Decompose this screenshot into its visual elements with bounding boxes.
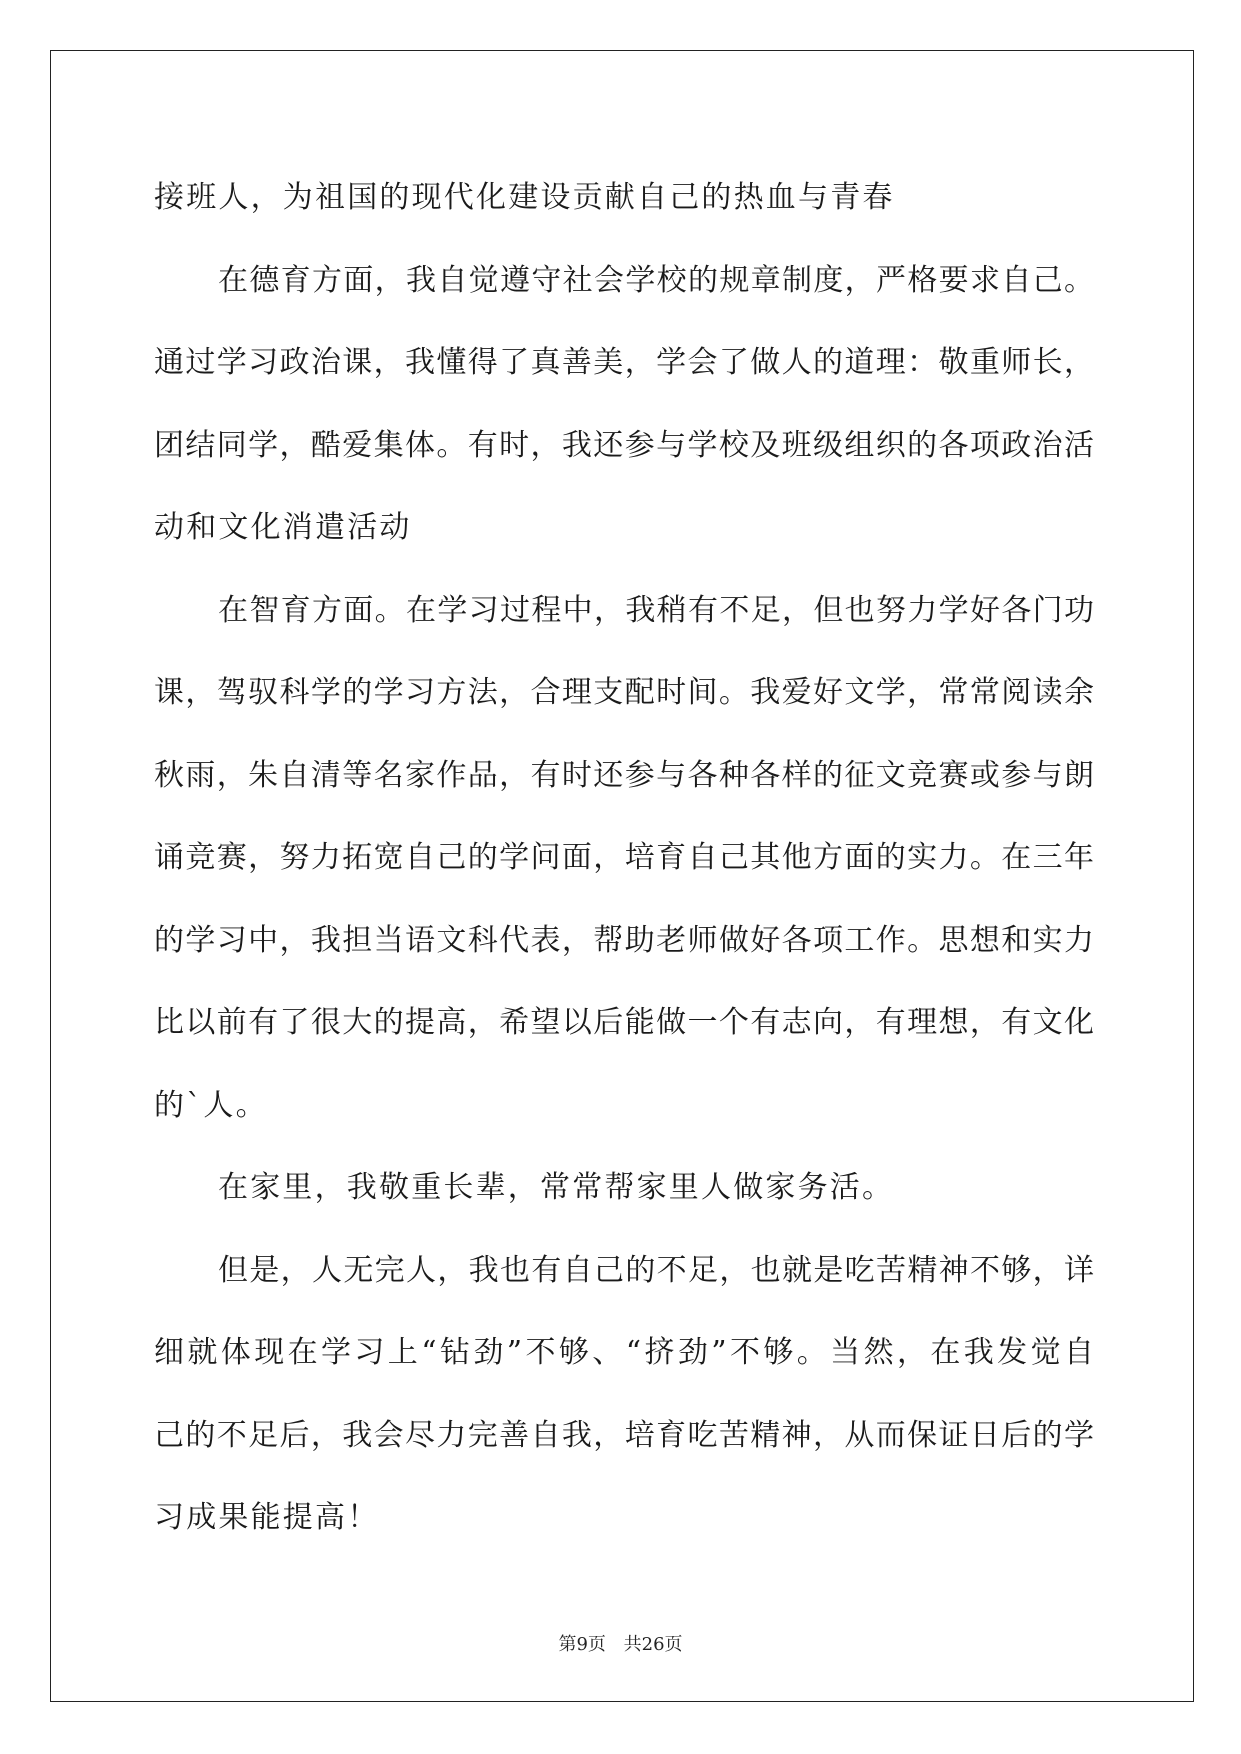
document-body bbox=[154, 157, 1094, 1560]
text-line: 课，驾驭科学的学习方法，合理支配时间。我爱好文学，常常阅读余 bbox=[154, 675, 1094, 710]
text-line: 的`人。 bbox=[154, 1087, 268, 1123]
text-line: 团结同学，酷爱集体。有时，我还参与学校及班级组织的各项政治活 bbox=[154, 427, 1094, 463]
text-line: 在智育方面。在学习过程中，我稍有不足，但也努力学好各门功 bbox=[218, 592, 1094, 628]
text-line: 动和文化消遣活动 bbox=[154, 510, 412, 545]
text-line: 在德育方面，我自觉遵守社会学校的规章制度，严格要求自己。 bbox=[218, 262, 1094, 298]
text-line: 秋雨，朱自清等名家作品，有时还参与各种各样的征文竞赛或参与朗 bbox=[154, 757, 1094, 793]
text-line: 但是，人无完人，我也有自己的不足，也就是吃苦精神不够，详 bbox=[218, 1252, 1094, 1288]
text-line: 习成果能提高！ bbox=[154, 1500, 380, 1535]
text-line: 通过学习政治课，我懂得了真善美，学会了做人的道理：敬重师长， bbox=[154, 345, 1094, 380]
text-line: 诵竞赛，努力拓宽自己的学问面，培育自己其他方面的实力。在三年 bbox=[154, 840, 1094, 875]
text-line: 的学习中，我担当语文科代表，帮助老师做好各项工作。思想和实力 bbox=[154, 922, 1094, 958]
text-line: 在家里，我敬重长辈，常常帮家里人做家务活。 bbox=[218, 1170, 895, 1205]
page-footer bbox=[0, 1630, 1241, 1656]
page-number-total: 共26页 bbox=[623, 1634, 683, 1655]
text-line: 接班人，为祖国的现代化建设贡献自己的热血与青春 bbox=[154, 180, 895, 215]
text-line: 比以前有了很大的提高，希望以后能做一个有志向，有理想，有文化 bbox=[154, 1005, 1094, 1040]
text-line: 己的不足后，我会尽力完善自我，培育吃苦精神，从而保证日后的学 bbox=[154, 1417, 1094, 1453]
page-number-current: 第9页 bbox=[558, 1634, 606, 1655]
text-line: 细就体现在学习上“钻劲”不够、“挤劲”不够。当然，在我发觉自 bbox=[154, 1335, 1094, 1370]
